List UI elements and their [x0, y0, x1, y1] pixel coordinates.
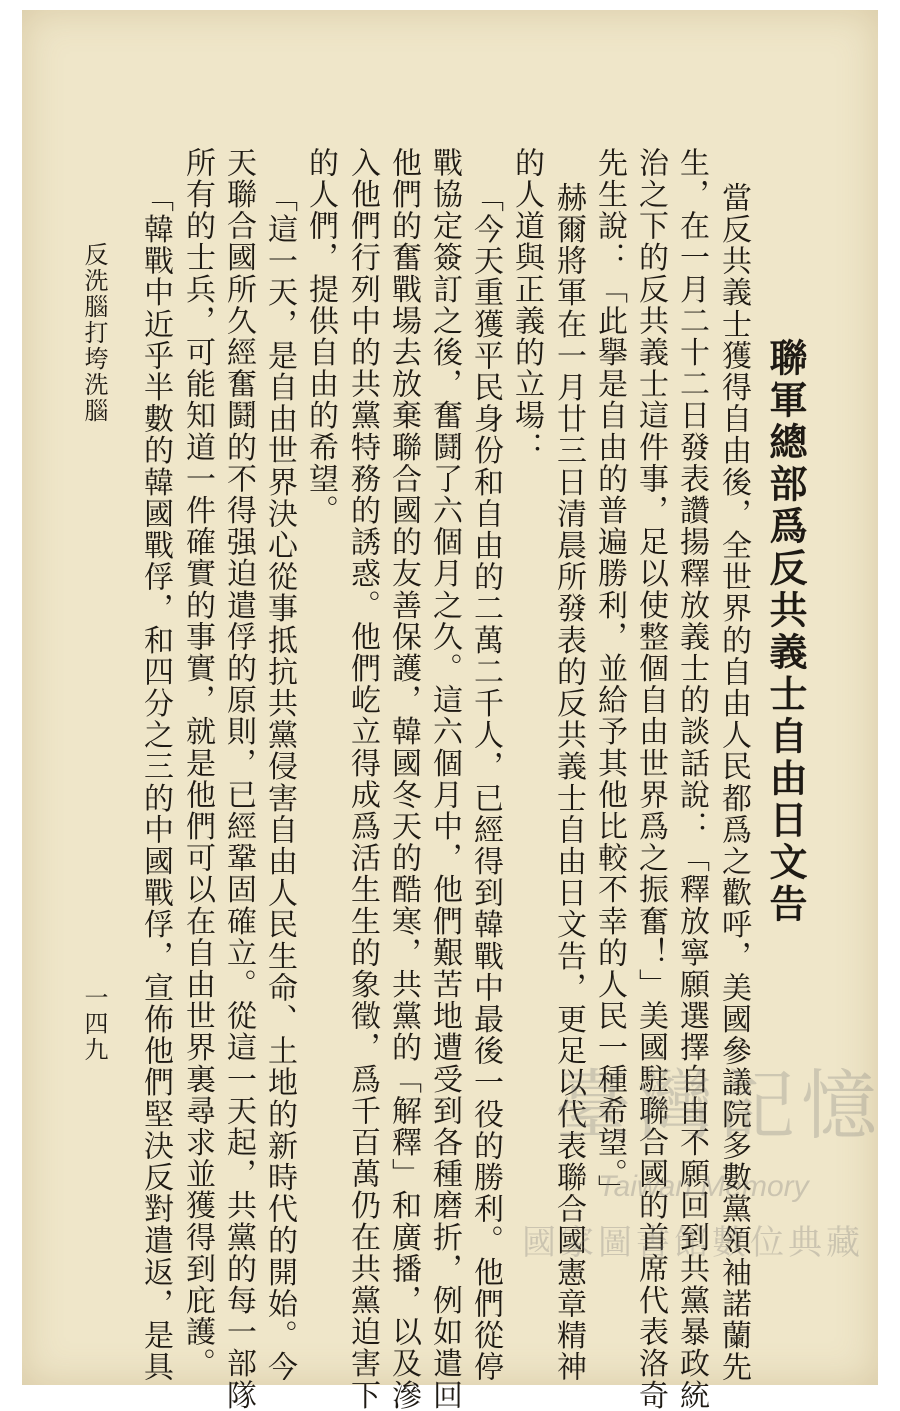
text-column: 先生說：「此擧是自由的普遍勝利，並給予其他比較不幸的人民一種希望。」 — [592, 147, 627, 1207]
text-column: 治之下的反共義士這件事，足以使整個自由世界爲之振奮！」美國駐聯合國的首席代表洛奇 — [633, 147, 668, 1411]
text-column: 的人們，提供自由的希望。 — [303, 147, 338, 527]
text-column: 的人道與正義的立場： — [509, 147, 544, 463]
text-column: 赫爾將軍在一月廿三日清晨所發表的反共義士自由日文告，更足以代表聯合國憲章精神 — [551, 182, 586, 1383]
watermark-english: Taiwan Memory — [598, 1170, 809, 1203]
text-column: 當反共義士獲得自由後，全世界的自由人民都爲之歡呼，美國參議院多數黨領袖諾蘭先 — [716, 182, 751, 1383]
text-column: 「這一天，是自由世界決心從事抵抗共黨侵害自由人民生命、土地的新時代的開始。今 — [262, 182, 297, 1383]
page-number: 一四九 — [80, 985, 108, 1063]
text-column: 天聯合國所久經奮鬪的不得强迫遣俘的原則，已經鞏固確立。從這一天起，共黨的每一部隊 — [221, 147, 256, 1411]
text-column: 「韓戰中近乎半數的韓國戰俘，和四分之三的中國戰俘，宣佈他們堅決反對遣返，是具 — [138, 182, 173, 1383]
text-column: 入他們行列中的共黨特務的誘惑。他們屹立得成爲活生生的象徵，爲千百萬仍在共黨迫害下 — [345, 147, 380, 1411]
text-column: 戰協定簽訂之後，奮鬪了六個月之久。這六個月中，他們艱苦地遭受到各種磨折，例如遣回 — [427, 147, 462, 1411]
running-title: 反洗腦打垮洗腦 — [80, 242, 108, 424]
watermark-logo-text: 臺灣記憶 — [555, 1061, 883, 1150]
watermark-subtitle: 國家圖書館數位典藏 — [522, 1223, 864, 1263]
text-column: 「今天重獲平民身份和自由的二萬二千人，已經得到韓戰中最後一役的勝利。他們從停 — [468, 182, 503, 1383]
page-title: 聯軍總部爲反共義士自由日文告 — [763, 338, 808, 926]
text-column: 所有的士兵，可能知道一件確實的事實，就是他們可以在自由世界裏尋求並獲得到庇護。 — [180, 147, 215, 1380]
text-column: 他們的奮戰場去放棄聯合國的友善保護，韓國冬天的酷寒，共黨的「解釋」和廣播，以及滲 — [386, 147, 421, 1411]
text-column: 生，在一月二十二日發表讚揚釋放義士的談話說：「釋放寧願選擇自由不願回到共黨暴政統 — [674, 147, 709, 1411]
